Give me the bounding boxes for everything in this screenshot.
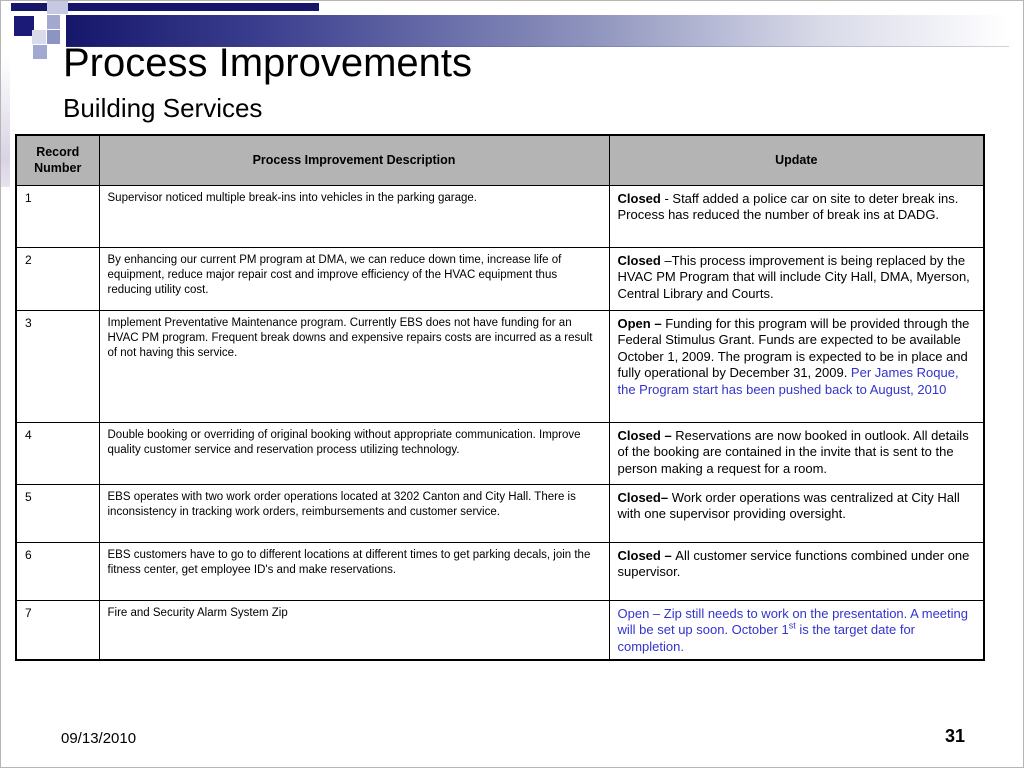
update-cell <box>609 484 984 542</box>
status-text: Open – <box>617 315 666 331</box>
slide-subtitle: Building Services <box>63 93 263 123</box>
table-header-row <box>16 135 984 185</box>
update-text: Funding for this program will be provided through the Federal Stimulus Grant. Funds are expected to be available October 1, 2009. The program is expected to be in place and fully operational by December 31, 2009. <box>617 315 970 381</box>
status-text: Closed– <box>617 489 669 505</box>
mosaic-square-medium-dark <box>47 30 60 44</box>
description-cell: EBS customers have to go to different locations at different times to get parking decals, join the fitness center, get employee ID's and make reservations. <box>99 542 609 600</box>
table-row <box>16 185 984 247</box>
left-edge-gradient-decoration <box>1 1 10 187</box>
update-text: - Staff added a police car on site to deter break ins. Process has reduced the number of break ins at DADG. <box>617 190 959 223</box>
status-text: Closed <box>617 252 661 268</box>
update-note-blue: Open – Zip still needs to work on the presentation. A meeting will be set up soon. October 1 <box>617 605 968 638</box>
mosaic-square-medium <box>47 15 60 29</box>
status-text: Closed <box>617 190 661 206</box>
table-row <box>16 247 984 310</box>
update-text: Reservations are now booked in outlook. All details of the booking are contained in the invite that is sent to the person making a request for a room. <box>617 427 969 476</box>
update-text: All customer service functions combined under one supervisor. <box>617 547 970 580</box>
update-cell <box>609 310 984 422</box>
slide-date: 09/13/2010 <box>61 730 137 747</box>
table-row <box>16 484 984 542</box>
process-improvements-table <box>15 134 985 661</box>
mosaic-square-lavender <box>33 45 47 59</box>
record-number-cell: 3 <box>16 310 99 422</box>
record-number-cell: 1 <box>16 185 99 247</box>
header-record-number: Record Number <box>16 135 99 185</box>
update-cell <box>609 422 984 484</box>
description-cell: EBS operates with two work order operations located at 3202 Canton and City Hall. There is inconsistency in tracking work orders, reimbursements and customer service. <box>99 484 609 542</box>
slide-title: Process Improvements <box>63 41 473 85</box>
update-text: –This process improvement is being replaced by the HVAC PM Program that will include City Hall, DMA, Myerson, Central Library and Courts. <box>617 252 970 301</box>
update-note-blue: Per James Roque, the Program start has been pushed back to August, 2010 <box>617 365 959 397</box>
status-text: Closed – <box>617 427 676 443</box>
table-row <box>16 542 984 600</box>
update-text: Work order operations was centralized at City Hall with one supervisor providing oversight. <box>617 489 960 522</box>
ordinal-superscript: st <box>788 620 796 631</box>
slide-page-number: 31 <box>944 726 965 746</box>
table-row <box>16 422 984 484</box>
record-number-cell: 5 <box>16 484 99 542</box>
update-cell <box>609 600 984 660</box>
update-cell <box>609 185 984 247</box>
description-cell: Fire and Security Alarm System Zip <box>99 600 609 660</box>
record-number-cell: 7 <box>16 600 99 660</box>
header-description: Process Improvement Description <box>99 135 609 185</box>
record-number-cell: 4 <box>16 422 99 484</box>
update-cell <box>609 247 984 310</box>
mosaic-square-dark <box>14 16 34 36</box>
description-cell: Supervisor noticed multiple break-ins into vehicles in the parking garage. <box>99 185 609 247</box>
description-cell: Implement Preventative Maintenance program. Currently EBS does not have funding for an HVAC PM program. Frequent break downs and expensive repairs costs are incurred as a result of not having this service. <box>99 310 609 422</box>
header-update: Update <box>609 135 984 185</box>
status-text: Closed – <box>617 547 676 563</box>
record-number-cell: 2 <box>16 247 99 310</box>
description-cell: Double booking or overriding of original booking without appropriate communication. Improve quality customer service and reservation process utilizing technology. <box>99 422 609 484</box>
table-row <box>16 600 984 660</box>
update-cell <box>609 542 984 600</box>
mosaic-square-lighter <box>32 30 46 44</box>
update-note-blue: is the target date for completion. <box>617 622 916 654</box>
table-row <box>16 310 984 422</box>
description-cell: By enhancing our current PM program at DMA, we can reduce down time, increase life of equipment, reduce major repair cost and improve efficiency of the HVAC equipment thus reducing utility cost. <box>99 247 609 310</box>
record-number-cell: 6 <box>16 542 99 600</box>
mosaic-square-light <box>47 1 68 14</box>
